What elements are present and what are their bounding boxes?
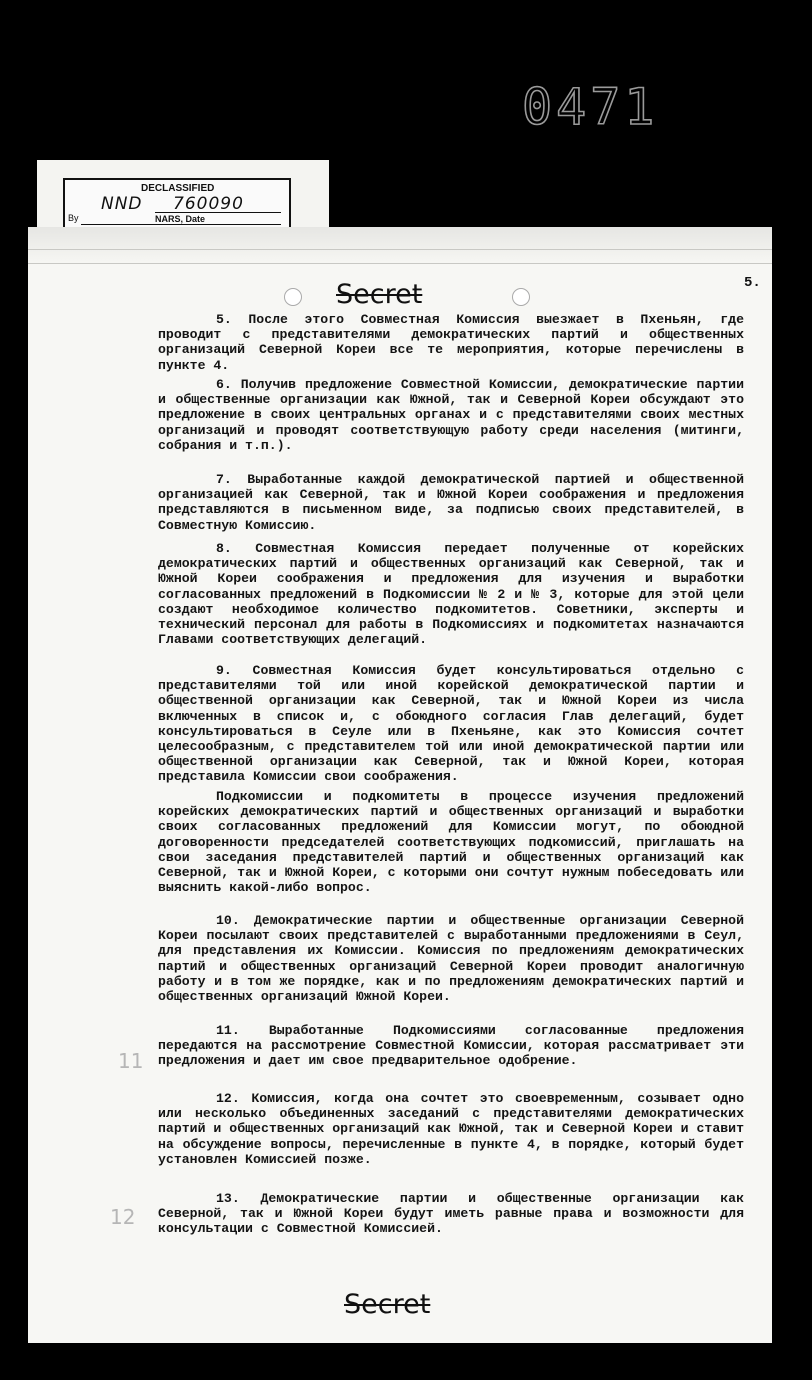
authority-number: 760090 bbox=[173, 194, 244, 214]
classification-marking-top: Secret bbox=[336, 279, 423, 310]
declassification-stamp bbox=[63, 178, 291, 230]
classification-marking-bottom: Secret bbox=[344, 1289, 431, 1320]
paragraph-7: 7. Выработанные каждой демократической партией и общественной организацией как Северной, так и Южной Кореи соображения и предложения представляются в письменном виде, за подписью своих представителей, в Совместную Комиссию. bbox=[158, 472, 744, 533]
paragraph-6: 6. Получив предложение Совместной Комиссии, демократические партии и общественные организации как Южной, так и Северной Кореи обсуждают это предложение в своих центральных органах и с представителями своих местных организаций и проводят соответствующую работу среди населения (митинги, собрания и т.п.). bbox=[158, 377, 744, 453]
paragraph-13: 13. Демократические партии и общественные организации как Северной, так и Южной Кореи будут иметь равные права и возможности для консультации с Совместной Комиссией. bbox=[158, 1191, 744, 1237]
declassified-label: DECLASSIFIED bbox=[141, 183, 215, 194]
paragraph-9: 9. Совместная Комиссия будет консультироваться отдельно с представителями той или иной корейской демократической партии и общественной организации как Северной, так и Южной Кореи из числа включенных в список и, с обоюдного согласия Глав делегаций, будет консультироваться в Сеуле или в Пхеньяне, как это Комиссия сочтет целесообразным, с представителем той или иной демократической партии или общественной организации как Северной, так и Южной Кореи, которая представила Комиссии свои соображения. bbox=[158, 663, 744, 785]
paragraph-5: 5. После этого Совместная Комиссия выезжает в Пхеньян, где проводит с представителями демократических партий и общественных организаций Северной Кореи все те мероприятия, которые перечислены в пункте 4. bbox=[158, 312, 744, 373]
page-number: 5. bbox=[744, 275, 761, 291]
page-header-band bbox=[28, 227, 772, 265]
punch-hole bbox=[512, 288, 530, 306]
punch-hole bbox=[284, 288, 302, 306]
paragraph-9-continued: Подкомиссии и подкомитеты в процессе изучения предложений корейских демократических партий и общественных организаций и выработки своих согласованных предложений для Комиссии могут, по обоюдной договоренности председателей соответствующих подкомиссий, приглашать на свои заседания представителей партий и общественных организаций как Северной, так и Южной Кореи, с которыми они сочтут нужным побеседовать или выяснить какой-либо вопрос. bbox=[158, 789, 744, 896]
margin-mark: 11 bbox=[118, 1049, 144, 1073]
by-label: By bbox=[68, 213, 79, 223]
authority-code: NND bbox=[101, 194, 143, 214]
paragraph-10: 10. Демократические партии и общественные организации Северной Кореи посылают своих представителей с выработанными предложениями в Сеул, для представления их Комиссии. Комиссия по предложениям демократических партий и общественных организаций Северной Кореи проводит аналогичную работу и в том же порядке, как и по предложениям демократических партий и общественных организаций Южной Кореи. bbox=[158, 913, 744, 1005]
stamp-rule bbox=[155, 212, 281, 213]
stamp-rule bbox=[81, 224, 281, 225]
document-page bbox=[28, 227, 772, 1343]
paragraph-8: 8. Совместная Комиссия передает полученные от корейских демократических партий и общественных организаций как Северной, так и Южной Кореи соображения и предложения для изучения и выработки согласованных предложений в Подкомиссии № 2 и № 3, которые для этой цели создают необходимое количество подкомитетов. Советники, эксперты и технический персонал для работы в Подкомиссиях и подкомитетах назначаются Главами соответствующих делегаций. bbox=[158, 541, 744, 648]
paragraph-11: 11. Выработанные Подкомиссиями согласованные предложения передаются на рассмотрение Совместной Комиссии, которая рассматривает эти предложения и дает им свое предварительное одобрение. bbox=[158, 1023, 744, 1069]
paragraph-12: 12. Комиссия, когда она сочтет это своевременным, созывает одно или несколько объединенных заседаний с представителями демократических партий и общественных организаций как Южной, так и Северной Кореи и ставит на обсуждение вопросы, перечисленные в пункте 4, в порядке, который будет установлен Комиссией позже. bbox=[158, 1091, 744, 1167]
nars-date-label: NARS, Date bbox=[155, 214, 206, 224]
microfilm-frame-number: 0471 bbox=[522, 78, 659, 136]
margin-mark: 12 bbox=[110, 1205, 136, 1229]
page-rule bbox=[28, 263, 772, 264]
page-rule bbox=[28, 249, 772, 250]
